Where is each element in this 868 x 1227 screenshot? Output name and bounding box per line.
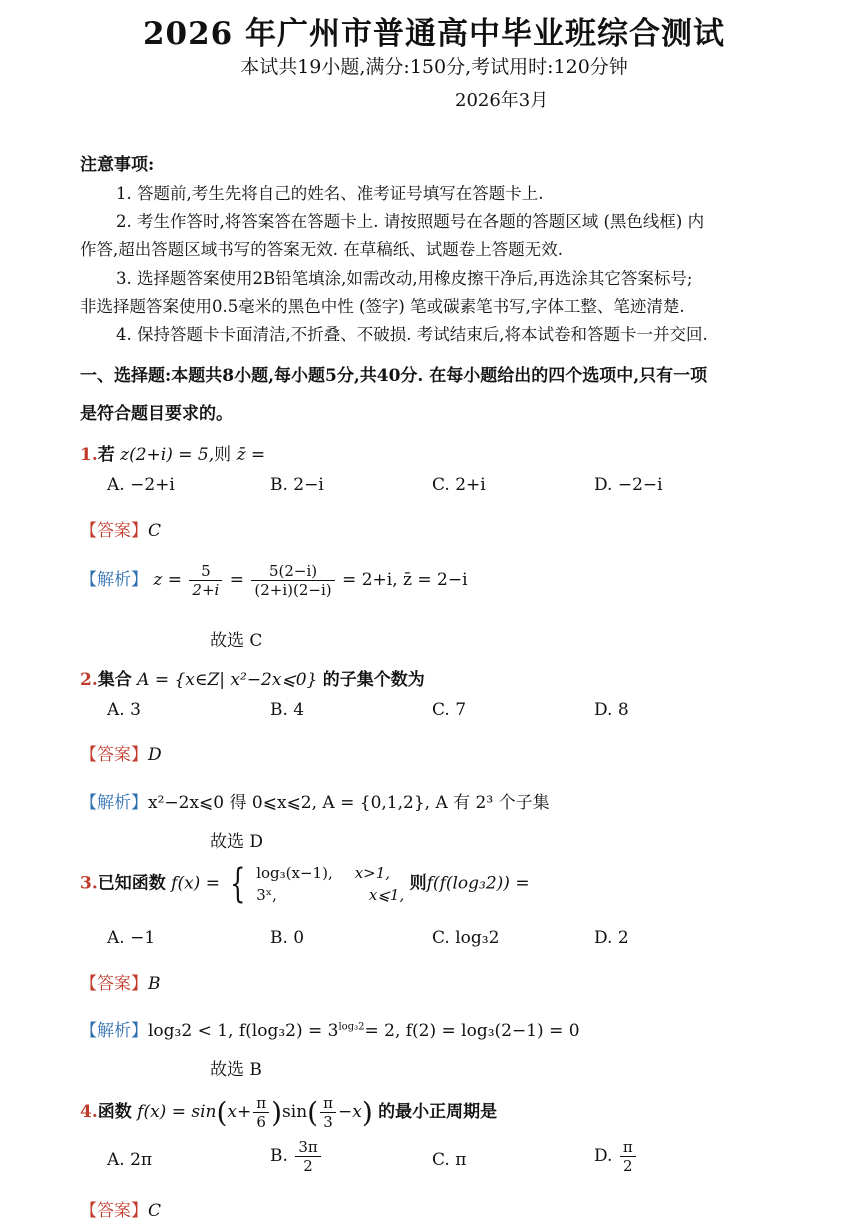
stem-text: 的最小正周期是 (378, 1102, 498, 1122)
option-b: B. 4 (270, 700, 305, 720)
fraction (320, 1094, 336, 1131)
stem-math: z(2+i) = 5, (120, 445, 215, 465)
stem-text: 则 (214, 445, 232, 465)
exam-title: 2026 年广州市普通高中毕业班综合测试 (142, 16, 726, 52)
question-number: 2. (80, 670, 98, 690)
fraction-numerator: 5 (189, 562, 222, 581)
analysis-math: = 2+i, z̄ = 2−i (342, 570, 468, 590)
piecewise-cases (256, 862, 404, 906)
stem-text: 的子集个数为 (322, 670, 425, 690)
analysis-math: log₃2 < 1, f(log₃2) = 3 (148, 1021, 339, 1041)
answer-1 (80, 516, 161, 541)
option-c: C. 7 (432, 700, 467, 720)
stem-math: −x (337, 1102, 362, 1122)
option-b: B. 0 (270, 928, 305, 948)
option-b: B. 2−i (270, 475, 324, 495)
question-3-stem (80, 862, 530, 906)
stem-text: 集合 (97, 670, 132, 690)
option-c: C. 2+i (432, 475, 486, 495)
notice-item-1: 1. 答题前,考生先将自己的姓名、准考证号填写在答题卡上. (116, 184, 544, 203)
option-a: A. 3 (107, 700, 141, 720)
notice-heading: 注意事项: (80, 155, 155, 175)
option-a: A. 2π (107, 1150, 153, 1170)
case-row (256, 862, 404, 884)
stem-text: 若 (97, 445, 115, 465)
option-b (270, 1138, 323, 1175)
analysis-math: = 2, f(2) = log₃(2−1) = 0 (364, 1021, 580, 1041)
notice-item-3a: 3. 选择题答案使用2B铅笔填涂,如需改动,用橡皮擦干净后,再选涂其它答案标号; (116, 269, 693, 288)
fraction-denominator: 6 (256, 1113, 266, 1131)
analysis-label: 【解析】 (80, 570, 148, 590)
fraction (251, 562, 334, 599)
exam-date: 2026年3月 (455, 90, 549, 111)
analysis-label: 【解析】 (80, 1021, 148, 1041)
paren-icon: ) (271, 1096, 283, 1129)
section-heading-line2: 是符合题目要求的。 (80, 404, 233, 424)
stem-math: x+ (227, 1102, 252, 1122)
option-label: D. (594, 1146, 613, 1166)
analysis-label: 【解析】 (80, 793, 148, 813)
fraction (295, 1138, 320, 1175)
analysis-2 (80, 788, 550, 813)
paren-icon: ( (307, 1096, 319, 1129)
answer-value: D (148, 745, 162, 765)
option-a: A. −2+i (107, 475, 175, 495)
analysis-math: x²−2x⩽0 得 0⩽x⩽2, A = {0,1,2}, A 有 2³ 个子集 (148, 793, 550, 813)
notice-item-4: 4. 保持答题卡卡面清洁,不折叠、不破损. 考试结束后,将本试卷和答题卡一并交回. (116, 325, 708, 344)
answer-3 (80, 969, 161, 994)
case-cond: x>1, (354, 864, 391, 882)
question-2-stem (80, 665, 425, 690)
stem-math: f(x) = (171, 873, 220, 894)
stem-math: sin (282, 1102, 308, 1122)
fraction-denominator: 2 (303, 1157, 313, 1175)
option-label: B. (270, 1146, 288, 1166)
stem-text: 则 (409, 873, 427, 894)
fraction-denominator: 3 (323, 1113, 333, 1131)
conclusion-2: 故选 D (210, 832, 264, 852)
option-d: D. 8 (594, 700, 629, 720)
answer-label: 【答案】 (80, 974, 148, 994)
option-d: D. −2−i (594, 475, 663, 495)
section-heading-line1: 一、选择题:本题共8小题,每小题5分,共40分. 在每小题给出的四个选项中,只有一项 (80, 366, 708, 386)
question-4-stem (80, 1094, 497, 1131)
analysis-math: z = (153, 570, 183, 590)
fraction-numerator: π (320, 1094, 336, 1113)
paren-icon: ( (216, 1096, 228, 1129)
case-expr: log₃(x−1), (256, 864, 333, 882)
fraction-numerator: π (253, 1094, 269, 1113)
fraction (253, 1094, 269, 1131)
left-brace-icon: { (230, 861, 246, 907)
answer-label: 【答案】 (80, 745, 148, 765)
stem-math: f(x) = sin (137, 1102, 217, 1122)
analysis-1 (80, 562, 468, 599)
question-1-stem (80, 440, 265, 465)
fraction-denominator: 2 (623, 1157, 633, 1175)
fraction-numerator: π (620, 1138, 636, 1157)
option-a: A. −1 (107, 928, 156, 948)
case-cond: x⩽1, (368, 886, 405, 904)
answer-label: 【答案】 (80, 521, 148, 541)
stem-math: z̄ = (236, 445, 266, 465)
option-d: D. 2 (594, 928, 629, 948)
stem-text: 函数 (97, 1102, 132, 1122)
exam-subtitle: 本试共19小题,满分:150分,考试用时:120分钟 (240, 56, 628, 78)
fraction (620, 1138, 636, 1175)
conclusion-1: 故选 C (210, 631, 263, 651)
notice-item-2a: 2. 考生作答时,将答案答在答题卡上. 请按照题号在各题的答题区域 (黑色线框) 内 (116, 212, 705, 231)
analysis-math: = (229, 570, 244, 590)
option-d (594, 1138, 638, 1175)
answer-2 (80, 740, 162, 765)
answer-value: B (148, 974, 161, 994)
stem-math: A = {x∈Z| x²−2x⩽0} (137, 670, 318, 690)
notice-item-2b: 作答,超出答题区域书写的答案无效. 在草稿纸、试题卷上答题无效. (80, 240, 563, 259)
fraction-numerator: 5(2−i) (251, 562, 334, 581)
answer-value: C (148, 1201, 162, 1221)
question-number: 1. (80, 445, 98, 465)
stem-math: f(f(log₃2)) = (426, 873, 530, 894)
answer-label: 【答案】 (80, 1201, 148, 1221)
fraction (189, 562, 222, 599)
question-number: 3. (80, 873, 98, 894)
exponent: log₃2 (338, 1021, 365, 1033)
stem-text: 已知函数 (97, 873, 166, 894)
fraction-denominator: 2+i (192, 581, 220, 599)
analysis-3 (80, 1016, 580, 1041)
question-number: 4. (80, 1102, 98, 1122)
case-row (256, 884, 404, 906)
answer-4 (80, 1196, 161, 1221)
paren-icon: ) (361, 1096, 373, 1129)
case-expr: 3ˣ, (256, 886, 277, 904)
option-c: C. log₃2 (432, 928, 500, 948)
notice-item-3b: 非选择题答案使用0.5毫米的黑色中性 (签字) 笔或碳素笔书写,字体工整、笔迹清楚. (80, 297, 685, 316)
answer-value: C (148, 521, 162, 541)
fraction-numerator: 3π (295, 1138, 320, 1157)
conclusion-3: 故选 B (210, 1060, 262, 1080)
option-c: C. π (432, 1150, 467, 1170)
fraction-denominator: (2+i)(2−i) (254, 581, 332, 599)
